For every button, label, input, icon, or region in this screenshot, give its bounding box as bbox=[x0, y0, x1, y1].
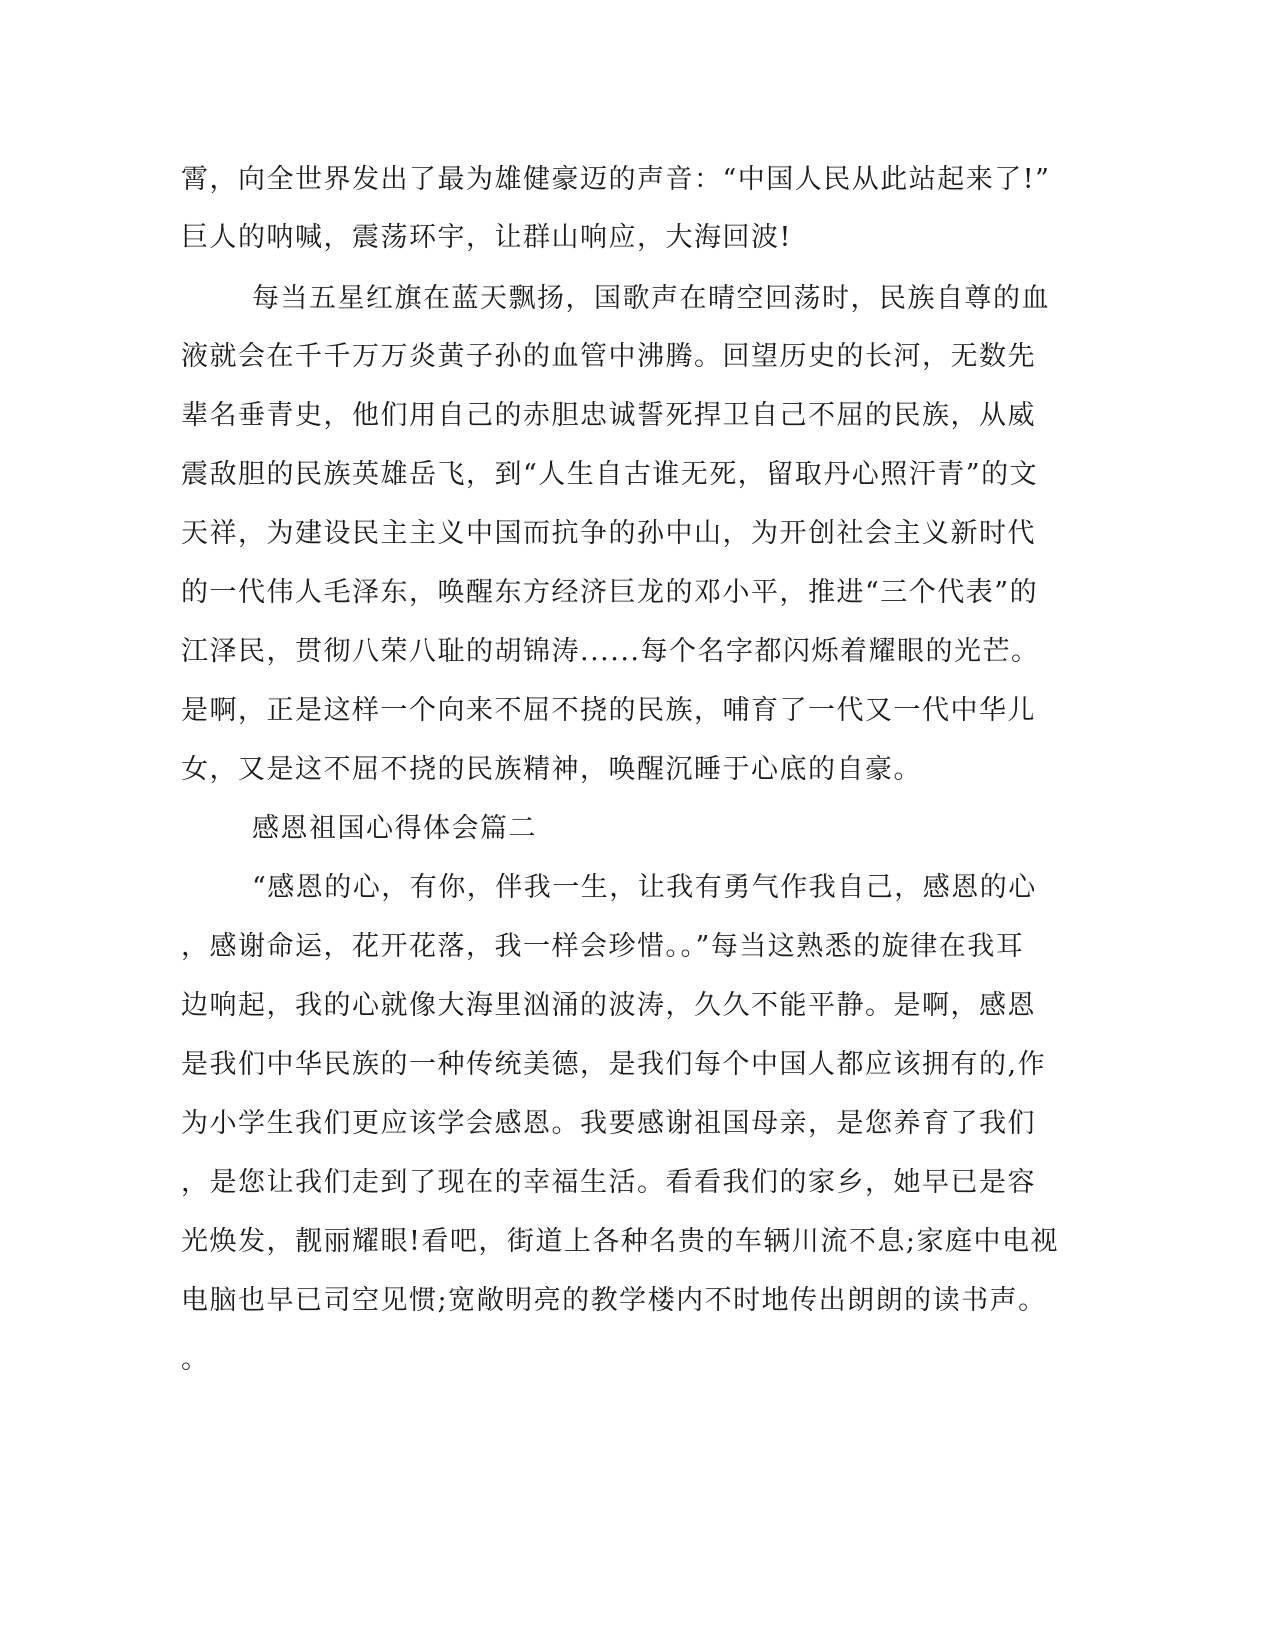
text-line: 。 bbox=[181, 1344, 210, 1375]
text-line: 霄，向全世界发出了最为雄健豪迈的声音：“中国人民从此站起来了!” bbox=[181, 164, 1051, 195]
text-line: 为小学生我们更应该学会感恩。我要感谢祖国母亲，是您养育了我们 bbox=[181, 1108, 1036, 1139]
text-line: 的一代伟人毛泽东，唤醒东方经济巨龙的邓小平，推进“三个代表”的 bbox=[181, 577, 1039, 608]
text-line: 女，又是这不屈不挠的民族精神，唤醒沉睡于心底的自豪。 bbox=[181, 754, 922, 785]
paragraph-first-line: 每当五星红旗在蓝天飘扬，国歌声在晴空回荡时，民族自尊的血 bbox=[252, 283, 1050, 314]
text-line: 辈名垂青史，他们用自己的赤胆忠诚誓死捍卫自己不屈的民族，从威 bbox=[181, 400, 1036, 431]
text-line: 光焕发，靓丽耀眼!看吧，街道上各种名贵的车辆川流不息;家庭中电视 bbox=[181, 1226, 1059, 1257]
text-line: 是啊，正是这样一个向来不屈不挠的民族，哺育了一代又一代中华儿 bbox=[181, 695, 1036, 726]
text-line: 电脑也早已司空见惯;宽敞明亮的教学楼内不时地传出朗朗的读书声。 bbox=[181, 1285, 1047, 1316]
paragraph-first-line: “感恩的心，有你，伴我一生，让我有勇气作我自己，感恩的心 bbox=[252, 872, 1037, 903]
text-line: 江泽民，贯彻八荣八耻的胡锦涛......每个名字都闪烁着耀眼的光芒。 bbox=[181, 636, 1040, 667]
text-line: 巨人的呐喊，震荡环宇，让群山响应，大海回波! bbox=[181, 222, 792, 253]
text-line: 是我们中华民族的一种传统美德，是我们每个中国人都应该拥有的,作 bbox=[181, 1049, 1047, 1080]
section-heading: 感恩祖国心得体会篇二 bbox=[252, 813, 537, 844]
text-line: 震敌胆的民族英雄岳飞，到“人生自古谁无死，留取丹心照汗青”的文 bbox=[181, 459, 1039, 490]
text-line: 液就会在千千万万炎黄子孙的血管中沸腾。回望历史的长河，无数先 bbox=[181, 341, 1036, 372]
text-line: 天祥，为建设民主主义中国而抗争的孙中山，为开创社会主义新时代 bbox=[181, 518, 1036, 549]
text-line: 边响起，我的心就像大海里汹涌的波涛，久久不能平静。是啊，感恩 bbox=[181, 990, 1036, 1021]
text-line: ，是您让我们走到了现在的幸福生活。看看我们的家乡，她早已是容 bbox=[181, 1167, 1036, 1198]
text-line: ，感谢命运，花开花落，我一样会珍惜。。”每当这熟悉的旋律在我耳 bbox=[181, 931, 1025, 962]
